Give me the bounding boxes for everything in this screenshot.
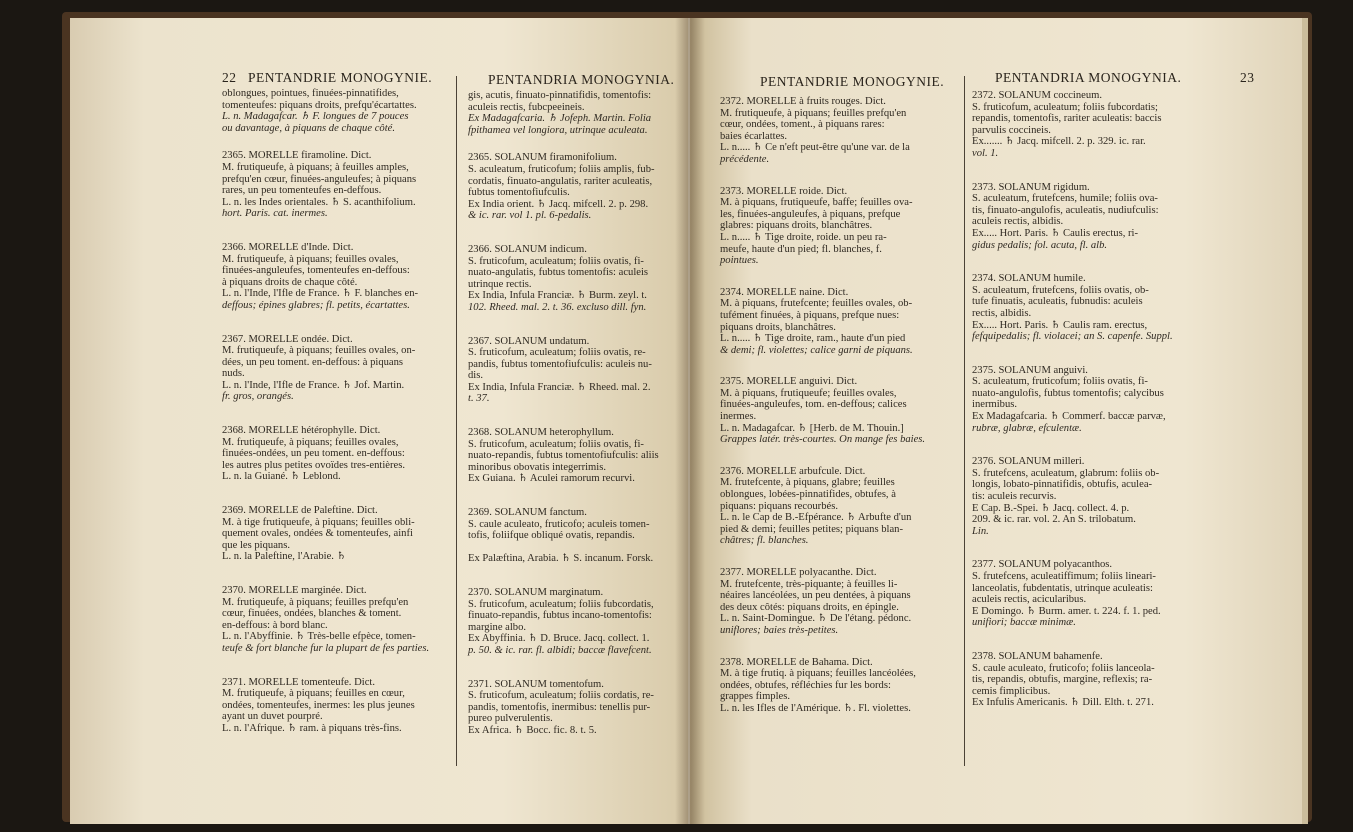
- entry-heading: 2367. MORELLE ondée. Dict.: [222, 333, 353, 345]
- text-line: S. frutefcens, aculeatiffimum; foliis lineari-: [972, 571, 1156, 582]
- text-line: rubræ, glabræ, efculentæ.: [972, 422, 1082, 434]
- left-running-title-la: PENTANDRIA MONOGYNIA.: [488, 72, 675, 87]
- text-line: inermes.: [720, 411, 757, 423]
- text-line: S. fruticofum, aculeatum; foliis ovatis, re-: [468, 347, 646, 359]
- left-page-number: 22: [222, 70, 237, 85]
- text-line: Grappes latér. très-courtes. On mange fes baies.: [720, 434, 926, 446]
- text-line: baies écarlattes.: [720, 130, 788, 142]
- entry-heading: 2373. SOLANUM rigidum.: [972, 181, 1090, 193]
- text-line: M. frutiqueufe, à piquans; feuilles ovales,: [222, 436, 399, 448]
- entry-list: [468, 152, 673, 736]
- text-line: tis: aculeis recurvis.: [972, 491, 1057, 503]
- text-line: L. n. la Guiané. ♄ Leblond.: [222, 471, 341, 483]
- entry-heading: 2375. SOLANUM anguivi.: [972, 364, 1088, 376]
- text-line: vol. 1.: [972, 147, 999, 159]
- text-line: M. à piquans, frutiqueufe, baffe; feuilles ova-: [720, 197, 913, 209]
- text-line: M. à piquans, frutefcente; feuilles ovales, ob-: [720, 298, 913, 310]
- text-line: parvulis coccineis.: [972, 124, 1051, 136]
- text-line: Ex..... Hort. Paris. ♄ Caulis ram. erectus,: [972, 319, 1148, 331]
- text-line: p. 50. & ic. rar. fl. albidi; baccæ flavefcent.: [468, 644, 652, 656]
- entry-heading: 2370. MORELLE marginée. Dict.: [222, 585, 367, 596]
- text-line: repandis, tomentofis, rariter aculeatis: baccis: [972, 113, 1162, 125]
- text-line: finuato-repandis, fubtus incano-tomentofis:: [468, 610, 652, 622]
- continued-entry: [468, 90, 673, 136]
- entry-heading: 2371. MORELLE tomenteufe. Dict.: [222, 676, 375, 688]
- entry-heading: 2373. MORELLE roide. Dict.: [720, 185, 848, 197]
- text-line: Ex..... Hort. Paris. ♄ Caulis erectus, ri-: [972, 227, 1139, 239]
- text-line: Ex India orient. ♄ Jacq. mifcell. 2. p. 298.: [468, 198, 649, 210]
- text-line: hort. Paris. cat. inermes.: [222, 208, 328, 220]
- text-line: nuato-angulatis, fubtus tomentofis: aculeis: [468, 267, 649, 279]
- entry-list: [720, 96, 958, 715]
- species-entry: [720, 287, 958, 357]
- text-line: S. fruticofum, aculeatum; foliis fubcordatis;: [972, 101, 1158, 113]
- text-line: en-deffous: à bord blanc.: [222, 619, 328, 631]
- species-entry: [222, 150, 450, 220]
- species-entry: [222, 334, 450, 404]
- species-entry: [972, 273, 1194, 343]
- species-entry: [468, 336, 673, 406]
- text-line: S. fruticofum, aculeatum; foliis ovatis, fi-: [468, 255, 644, 267]
- text-line: rares, un peu tomenteufes en-deffous.: [222, 185, 382, 197]
- continued-entry: [222, 88, 450, 134]
- species-entry: [222, 505, 450, 563]
- text-line: L. n. le Cap de B.-Efpérance. ♄ Arbufte d'un: [720, 512, 912, 524]
- text-line: pandis, tomentofis, inermibus: tenellis pur-: [468, 701, 651, 713]
- species-entry: [468, 152, 673, 222]
- text-line: pureo pulverulentis.: [468, 713, 553, 725]
- text-line: lanceolatis, fubdentatis, utrinque aculeatis:: [972, 582, 1153, 594]
- text-line: glabres: piquans droits, blanchâtres.: [720, 220, 873, 232]
- species-entry: [720, 466, 958, 547]
- text-line: S. aculeatum, frutefcens, humile; foliis ova-: [972, 193, 1158, 205]
- text-line: S. aculeatum, fruticofum; foliis ovatis, fi-: [972, 376, 1148, 388]
- text-line: E Cap. B.-Spei. ♄ Jacq. collect. 4. p.: [972, 502, 1130, 514]
- text-line: Ex Madagafcaria. ♄ Jofeph. Martin. Folia: [468, 113, 652, 125]
- text-line: ou davantage, à piquans de chaque côté.: [222, 122, 395, 134]
- text-line: à piquans droits de chaque côté.: [222, 276, 358, 288]
- text-line: piquans: piquans recourbés.: [720, 500, 838, 512]
- text-line: M. à piquans, frutiqueufe; feuilles ovales,: [720, 387, 897, 399]
- text-line: ayant un duvet pourpré.: [222, 711, 323, 723]
- entry-heading: 2368. SOLANUM heterophyllum.: [468, 427, 614, 439]
- text-line: pied & demi; feuilles petites; piquans blan-: [720, 523, 903, 535]
- text-line: [468, 542, 673, 554]
- text-line: L. n. les Indes orientales. ♄ S. acanthifolium.: [222, 196, 416, 208]
- text-line: M. frutefcente, à piquans, glabre; feuilles: [720, 477, 895, 489]
- text-line: deffous; épines glabres; fl. petits, écartattes.: [222, 299, 410, 311]
- text-line: S. aculeatum, fruticofum; foliis amplis, fub-: [468, 163, 655, 175]
- text-line: L. n..... ♄ Tige droite, ram., haute d'un pied: [720, 333, 906, 345]
- entry-heading: 2376. SOLANUM milleri.: [972, 456, 1085, 468]
- species-entry: [720, 567, 958, 637]
- text-line: L. n. Madagafcar. ♄ [Herb. de M. Thouin.]: [720, 422, 904, 434]
- text-line: M. frutiqueufe, à piquans; feuilles prefqu'en: [222, 596, 409, 608]
- text-line: S. fruticofum, aculeatum; foliis fubcordatis,: [468, 598, 654, 610]
- text-line: Ex Africa. ♄ Bocc. fic. 8. t. 5.: [468, 724, 597, 736]
- entry-heading: 2375. MORELLE anguivi. Dict.: [720, 376, 858, 388]
- text-line: L. n. la Paleftine, l'Arabie. ♄: [222, 551, 347, 563]
- text-line: Ex Infulis Americanis. ♄ Dill. Elth. t. 271.: [972, 697, 1154, 709]
- text-line: fubtus tomentofiufculis.: [468, 187, 570, 199]
- text-line: S. frutefcens, aculeatum, glabrum: foliis ob-: [972, 467, 1160, 479]
- book-gutter: [675, 18, 705, 824]
- text-line: châtres; fl. blanches.: [720, 535, 809, 547]
- text-line: finuées-anguleufes, tom. en-deffous; calices: [720, 399, 907, 411]
- text-line: fr. gros, orangés.: [222, 391, 294, 403]
- entry-heading: 2367. SOLANUM undatum.: [468, 335, 590, 347]
- text-line: M. frutiqueufe, à piquans; feuilles en cœur,: [222, 688, 405, 700]
- text-line: S. fruticofum, aculeatum; foliis ovatis, fi-: [468, 438, 644, 450]
- text-line: gidus pedalis; fol. acuta, fl. alb.: [972, 239, 1108, 251]
- text-line: Ex Abyffinia. ♄ D. Bruce. Jacq. collect. 1.: [468, 633, 650, 645]
- text-line: dées, un peu toment. en-deffous: à piquans: [222, 356, 404, 368]
- entry-heading: 2378. MORELLE de Bahama. Dict.: [720, 656, 873, 668]
- right-running-title-fr: PENTANDRIE MONOGYNIE.: [760, 74, 945, 89]
- species-entry: [972, 365, 1194, 435]
- species-entry: [720, 376, 958, 446]
- text-line: cœur, ondées, toment., à piquans rares:: [720, 119, 885, 131]
- entry-heading: 2366. MORELLE d'Inde. Dict.: [222, 241, 354, 253]
- text-line: & demi; fl. violettes; calice garni de piquans.: [720, 344, 913, 356]
- entry-heading: 2378. SOLANUM bahamenfe.: [972, 650, 1103, 662]
- species-entry: [720, 96, 958, 166]
- text-line: nuds.: [222, 368, 245, 380]
- text-line: pandis, fubtus tomentofiufculis: aculeis nu-: [468, 358, 652, 370]
- text-line: L. n..... ♄ Ce n'eft peut-être qu'une var. de la: [720, 142, 910, 154]
- species-entry: [222, 242, 450, 312]
- text-line: oblongues, lobées-pinnatifides, obtufes, à: [720, 489, 896, 501]
- text-line: fefquipedalis; fl. violacei; an S. capenfe. Suppl.: [972, 331, 1173, 343]
- text-line: précédente.: [720, 153, 770, 165]
- species-entry: [468, 507, 673, 565]
- text-line: Lin.: [972, 525, 989, 537]
- species-entry: [468, 587, 673, 657]
- species-entry: [468, 244, 673, 314]
- text-line: meufe, haute d'un pied; fl. blanches, f.: [720, 243, 882, 255]
- text-line: aculeis rectis, fubcpeeineis.: [468, 101, 585, 113]
- text-line: tomenteufes: piquans droits, prefqu'écartattes.: [222, 99, 417, 111]
- text-line: finuées-ondées, un peu toment. en-deffous:: [222, 448, 405, 460]
- text-line: S. aculeatum, frutefcens, foliis ovatis, ob-: [972, 284, 1149, 296]
- entry-list: [972, 90, 1194, 709]
- text-line: L. n..... ♄ Tige droite, roide. un peu ra-: [720, 231, 887, 243]
- entry-heading: 2365. SOLANUM firamonifolium.: [468, 152, 617, 164]
- species-entry: [222, 585, 450, 655]
- left-col-latin: [468, 90, 673, 737]
- text-line: 209. & ic. rar. vol. 2. An S. trilobatum.: [972, 514, 1136, 526]
- text-line: prefqu'en cœur, finuées-anguleufes; à piquans: [222, 173, 417, 185]
- text-line: L. n. l'Afrique. ♄ ram. à piquans très-fins.: [222, 722, 402, 734]
- species-entry: [468, 427, 673, 485]
- text-line: E Domingo. ♄ Burm. amer. t. 224. f. 1. ped.: [972, 605, 1161, 617]
- text-line: des deux côtés: piquans droits, en épingle.: [720, 601, 899, 613]
- text-line: S. caule aculeato, fruticofo; foliis lanceola-: [972, 662, 1155, 674]
- species-entry: [972, 651, 1194, 709]
- text-line: L. n. l'Inde, l'Ifle de France. ♄ F. blanches en-: [222, 288, 419, 300]
- text-line: S. caule aculeato, fruticofo; aculeis tomen-: [468, 518, 650, 530]
- text-line: fpithamea vel longiora, utrinque aculeata.: [468, 124, 648, 136]
- text-line: uniflores; baies très-petites.: [720, 624, 839, 636]
- entry-heading: 2372. MORELLE à fruits rouges. Dict.: [720, 96, 886, 107]
- text-line: aculeis rectis, acicularibus.: [972, 594, 1087, 606]
- text-line: margine albo.: [468, 621, 527, 633]
- text-line: tis, repandis, obtufis, margine, reflexis; ra-: [972, 674, 1153, 686]
- species-entry: [972, 182, 1194, 252]
- text-line: les autres plus petites ovoïdes tres-entières.: [222, 459, 405, 471]
- entry-heading: 2365. MORELLE firamoline. Dict.: [222, 150, 372, 162]
- entry-heading: 2370. SOLANUM marginatum.: [468, 587, 604, 598]
- text-line: M. frutiqueufe, à piquans; feuilles ovales,: [222, 253, 399, 265]
- text-line: tis, finuato-angulofis, aculeatis, nudiufculis:: [972, 204, 1159, 216]
- text-line: quement ovales, ondées & tomenteufes, ainfi: [222, 528, 413, 540]
- text-line: L. n. Saint-Domingue. ♄ De l'étang. pédonc.: [720, 613, 912, 625]
- text-line: finuées-anguleufes, tomenteufes en-deffous:: [222, 265, 410, 277]
- text-line: inermibus.: [972, 399, 1018, 411]
- species-entry: [468, 679, 673, 737]
- text-line: piquans droits, blanchâtres.: [720, 321, 836, 333]
- text-line: néaires lancéolées, un peu dentées, à piquans: [720, 590, 911, 602]
- left-running-title-fr: PENTANDRIE MONOGYNIE.: [248, 70, 433, 85]
- left-col-french: [222, 88, 450, 735]
- entry-heading: 2376. MORELLE arbufcule. Dict.: [720, 465, 866, 477]
- right-col-latin: [972, 90, 1194, 709]
- text-line: M. frutiqueufe, à piquans; feuilles prefqu'en: [720, 107, 907, 119]
- text-line: teufe & fort blanche fur la plupart de fes parties.: [222, 642, 430, 654]
- text-line: les, finuées-anguleufes, à piquans, prefque: [720, 208, 901, 220]
- text-line: L. n. l'Inde, l'Ifle de France. ♄ Jof. Martin.: [222, 379, 405, 391]
- text-line: M. frutefcente, très-piquante; à feuilles li-: [720, 578, 898, 590]
- species-entry: [222, 425, 450, 483]
- text-line: Ex India, Infula Franciæ. ♄ Rheed. mal. 2.: [468, 381, 651, 393]
- text-line: gis, acutis, finuato-pinnatifidis, tomentofis:: [468, 90, 652, 101]
- text-line: Ex Palæftina, Arabia. ♄ S. incanum. Forsk.: [468, 553, 654, 565]
- species-entry: [972, 559, 1194, 629]
- text-line: L. n. Madagafcar. ♄ F. longues de 7 pouces: [222, 111, 409, 123]
- right-column-rule: [964, 76, 965, 766]
- text-line: nuato-repandis, fubtus tomentofiufculis: aliis: [468, 450, 659, 462]
- species-entry: [222, 677, 450, 735]
- text-line: tufément finuées, à piquans, prefque nues:: [720, 309, 900, 321]
- entry-heading: 2371. SOLANUM tomentofum.: [468, 678, 604, 690]
- text-line: grappes fimples.: [720, 691, 791, 703]
- text-line: & ic. rar. vol 1. pl. 6-pedalis.: [468, 210, 592, 222]
- entry-heading: 2374. SOLANUM humile.: [972, 273, 1086, 285]
- right-page-number: 23: [1240, 70, 1255, 85]
- text-line: ondées, obtufes, réfléchies fur les bords:: [720, 679, 891, 691]
- entry-heading: 2374. MORELLE naine. Dict.: [720, 286, 849, 298]
- text-line: longis, lobato-pinnatifidis, obtufis, aculea-: [972, 479, 1153, 491]
- book-spread: [70, 18, 1308, 824]
- text-line: Ex Guiana. ♄ Aculei ramorum recurvi.: [468, 473, 635, 485]
- text-line: oblongues, pointues, finuées-pinnatifides,: [222, 88, 399, 99]
- entry-heading: 2366. SOLANUM indicum.: [468, 243, 587, 255]
- left-column-rule: [456, 76, 457, 766]
- entry-heading: 2377. SOLANUM polyacanthos.: [972, 559, 1113, 571]
- text-line: tufe finuatis, aculeatis, fubnudis: aculeis: [972, 296, 1143, 308]
- text-line: que les piquans.: [222, 539, 290, 551]
- text-line: tofis, foliifque obliqué ovatis, repandis.: [468, 530, 635, 542]
- text-line: Ex India, Infula Franciæ. ♄ Burm. zeyl. t.: [468, 290, 647, 302]
- text-line: M. à tige frutiq. à piquans; feuilles lancéolées,: [720, 668, 916, 680]
- right-running-title-la: PENTANDRIA MONOGYNIA.: [995, 70, 1182, 85]
- text-line: L. n. l'Abyffinie. ♄ Très-belle efpèce, tomen-: [222, 631, 416, 643]
- text-line: aculeis rectis, albidis.: [972, 216, 1064, 228]
- species-entry: [972, 456, 1194, 537]
- text-line: M. à tige frutiqueufe, à piquans; feuilles obli-: [222, 516, 415, 528]
- species-entry: [720, 657, 958, 715]
- text-line: minoribus obovatis integerrimis.: [468, 461, 606, 473]
- text-line: L. n. les Ifles de l'Amérique. ♄. Fl. violettes.: [720, 702, 911, 714]
- text-line: 102. Rheed. mal. 2. t. 36. excluso dill. fyn.: [468, 301, 647, 313]
- entry-heading: 2377. MORELLE polyacanthe. Dict.: [720, 567, 877, 578]
- text-line: ondées, tomenteufes, inermes: les plus jeunes: [222, 699, 415, 711]
- text-line: pointues.: [720, 255, 759, 267]
- page-edge: [1302, 18, 1308, 824]
- species-entry: [720, 186, 958, 267]
- text-line: t. 37.: [468, 393, 490, 405]
- entry-list: [222, 150, 450, 734]
- right-col-french: [720, 96, 958, 715]
- text-line: Ex....... ♄ Jacq. mifcell. 2. p. 329. ic. rar.: [972, 136, 1146, 148]
- text-line: Ex Madagafcaria. ♄ Commerf. baccæ parvæ,: [972, 411, 1166, 423]
- text-line: utrinque rectis.: [468, 278, 532, 290]
- text-line: unifiori; baccæ minimæ.: [972, 617, 1076, 629]
- text-line: S. fruticofum, aculeatum; foliis cordatis, re-: [468, 690, 654, 702]
- text-line: rectis, albidis.: [972, 307, 1032, 319]
- text-line: M. frutiqueufe, à piquans; à feuilles amples,: [222, 161, 409, 173]
- text-line: cemis fimplicibus.: [972, 685, 1051, 697]
- entry-heading: 2368. MORELLE hétérophylle. Dict.: [222, 425, 381, 437]
- text-line: dis.: [468, 370, 484, 382]
- text-line: nuato-angulofis, fubtus tomentofis; calycibus: [972, 387, 1164, 399]
- text-line: cordatis, finuato-angulatis, rariter aculeatis,: [468, 175, 653, 187]
- entry-heading: 2372. SOLANUM coccineum.: [972, 90, 1103, 101]
- text-line: M. frutiqueufe, à piquans; feuilles ovales, on-: [222, 345, 416, 357]
- entry-heading: 2369. SOLANUM fanctum.: [468, 507, 587, 519]
- species-entry: [972, 90, 1194, 160]
- text-line: cœur, finuées, ondées, blanches & toment.: [222, 608, 402, 620]
- entry-heading: 2369. MORELLE de Paleftine. Dict.: [222, 505, 378, 517]
